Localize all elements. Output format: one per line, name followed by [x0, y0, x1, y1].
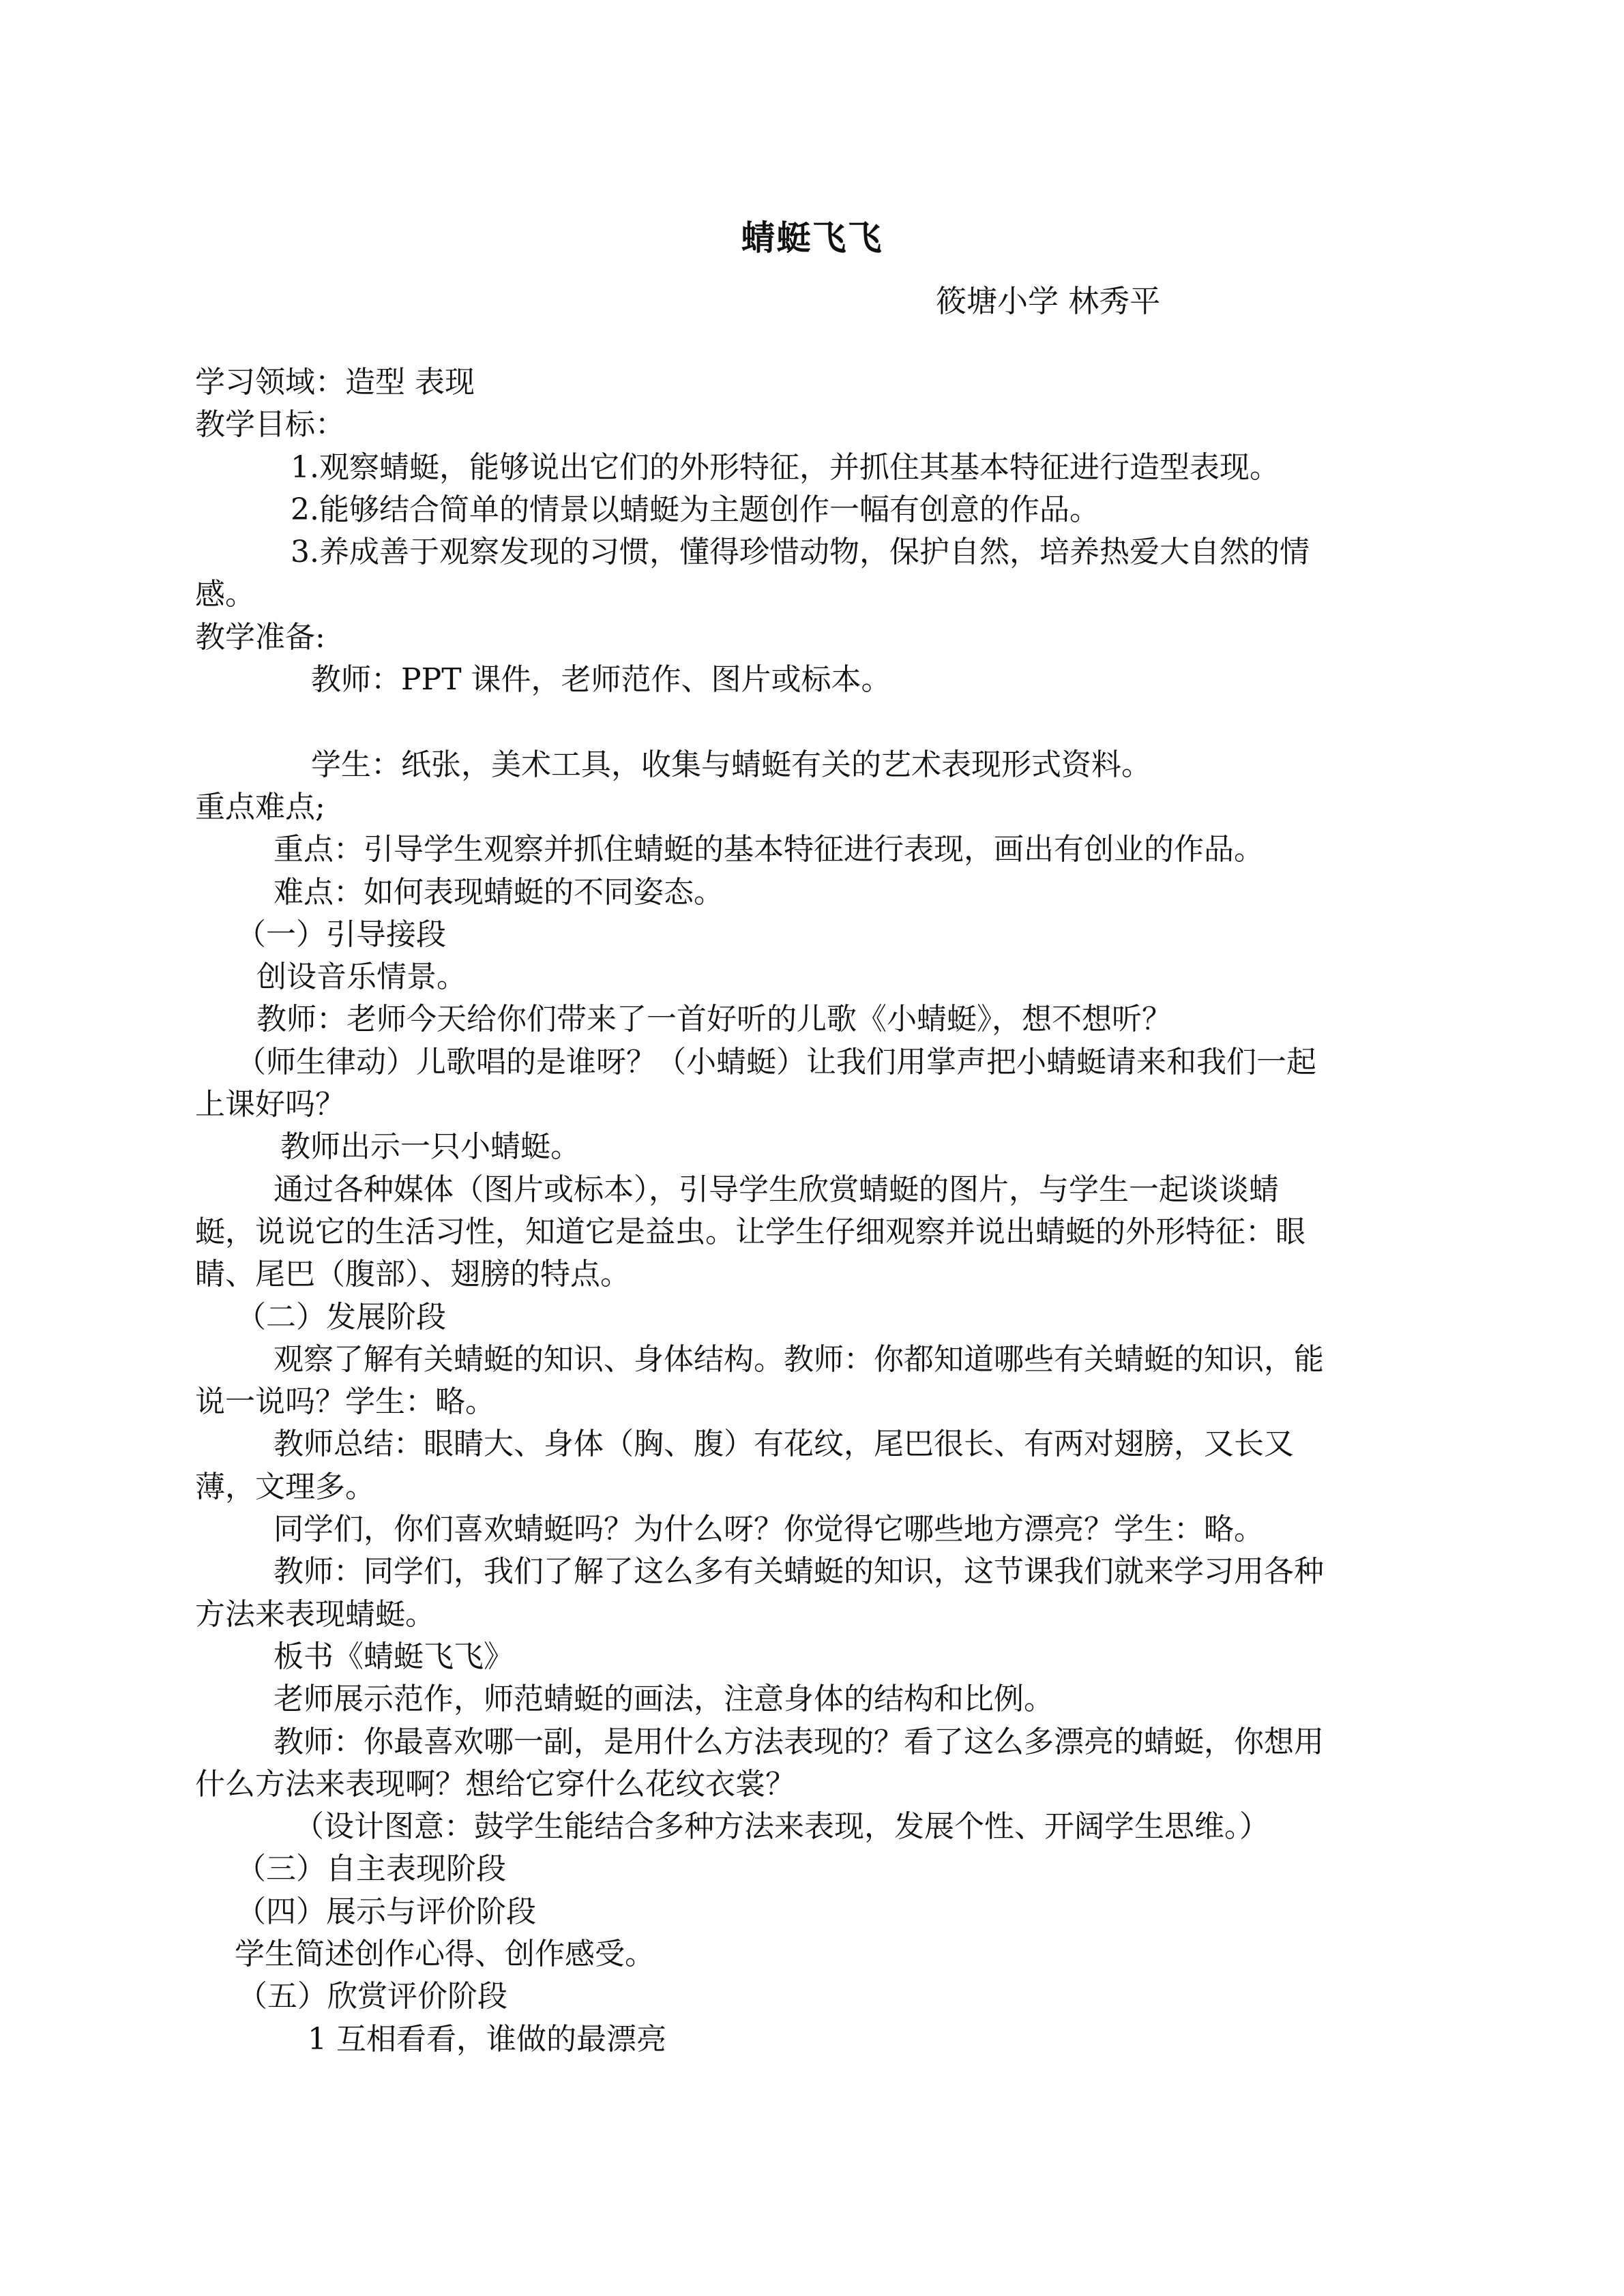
text-line: 同学们，你们喜欢蜻蜓吗？为什么呀？你觉得它哪些地方漂亮？学生：略。 [274, 1512, 1264, 1547]
text-line: （一）引导接段 [236, 916, 446, 952]
text-line: 老师展示范作，师范蜻蜓的画法，注意身体的结构和比例。 [274, 1682, 1054, 1717]
text-line: 教师：你最喜欢哪一副，是用什么方法表现的？看了这么多漂亮的蜻蜓，你想用 [274, 1724, 1324, 1759]
text-line: 重点：引导学生观察并抓住蜻蜓的基本特征进行表现，画出有创业的作品。 [274, 832, 1264, 867]
text-line: （二）发展阶段 [236, 1299, 446, 1335]
text-line: 什么方法来表现啊？想给它穿什么花纹衣裳？ [195, 1766, 795, 1802]
text-line: 重点难点; [195, 789, 325, 824]
text-line: 教师：老师今天给你们带来了一首好听的儿歌《小蜻蜓》，想不想听？ [256, 1002, 1172, 1037]
text-line: 上课好吗？ [195, 1087, 345, 1122]
text-line: 感。 [195, 577, 255, 612]
text-line: 说一说吗？学生：略。 [195, 1384, 495, 1420]
document-title: 蜻蜓飞飞 [741, 218, 883, 258]
text-line: 学生：纸张，美术工具，收集与蜻蜓有关的艺术表现形式资料。 [311, 747, 1151, 782]
document-author: 筱塘小学 林秀平 [936, 283, 1161, 319]
text-line: 3.养成善于观察发现的习惯，懂得珍惜动物，保护自然，培养热爱大自然的情 [291, 535, 1310, 570]
text-line: 学习领域：造型 表现 [195, 365, 475, 400]
text-line: （三）自主表现阶段 [236, 1851, 506, 1887]
text-line: 板书《蜻蜓飞飞》 [274, 1639, 514, 1674]
text-line: 睛、尾巴（腹部）、翅膀的特点。 [195, 1257, 630, 1292]
text-line: 蜓，说说它的生活习性，知道它是益虫。让学生仔细观察并说出蜻蜓的外形特征：眼 [195, 1214, 1305, 1249]
text-line: 教学准备: [195, 619, 325, 655]
text-line: 教学目标： [195, 407, 345, 443]
text-line: 创设音乐情景。 [256, 959, 467, 995]
blank-line [195, 701, 1423, 743]
text-line: （师生律动）儿歌唱的是谁呀？（小蜻蜓）让我们用掌声把小蜻蜓请来和我们一起 [236, 1044, 1316, 1079]
text-line: （五）欣赏评价阶段 [237, 1979, 507, 2014]
text-line: （四）展示与评价阶段 [236, 1894, 536, 1929]
text-line: 教师：PPT 课件，老师范作、图片或标本。 [311, 662, 891, 698]
text-line: 教师：同学们，我们了解了这么多有关蜻蜓的知识，这节课我们就来学习用各种 [274, 1554, 1324, 1590]
text-line: 教师总结：眼睛大、身体（胸、腹）有花纹，尾巴很长、有两对翅膀，又长又 [274, 1427, 1294, 1462]
text-line: 学生简述创作心得、创作感受。 [235, 1936, 655, 1971]
text-line: 难点：如何表现蜻蜓的不同姿态。 [274, 874, 724, 910]
text-line: 方法来表现蜻蜓。 [195, 1596, 435, 1632]
text-line: （设计图意：鼓学生能结合多种方法来表现，发展个性、开阔学生思维。） [294, 1809, 1269, 1845]
text-line: 通过各种媒体（图片或标本），引导学生欣赏蜻蜓的图片，与学生一起谈谈蜻 [274, 1172, 1279, 1207]
text-line: 薄，文理多。 [195, 1469, 375, 1504]
text-line: 1 互相看看，谁做的最漂亮 [308, 2021, 666, 2057]
document-body [195, 361, 1423, 2061]
text-line: 2.能够结合简单的情景以蜻蜓为主题创作一幅有创意的作品。 [291, 492, 1099, 527]
text-line: 教师出示一只小蜻蜓。 [280, 1129, 580, 1165]
text-line: 观察了解有关蜻蜓的知识、身体结构。教师：你都知道哪些有关蜻蜓的知识，能 [274, 1341, 1324, 1377]
text-line: 1.观察蜻蜓，能够说出它们的外形特征，并抓住其基本特征进行造型表现。 [291, 449, 1280, 485]
